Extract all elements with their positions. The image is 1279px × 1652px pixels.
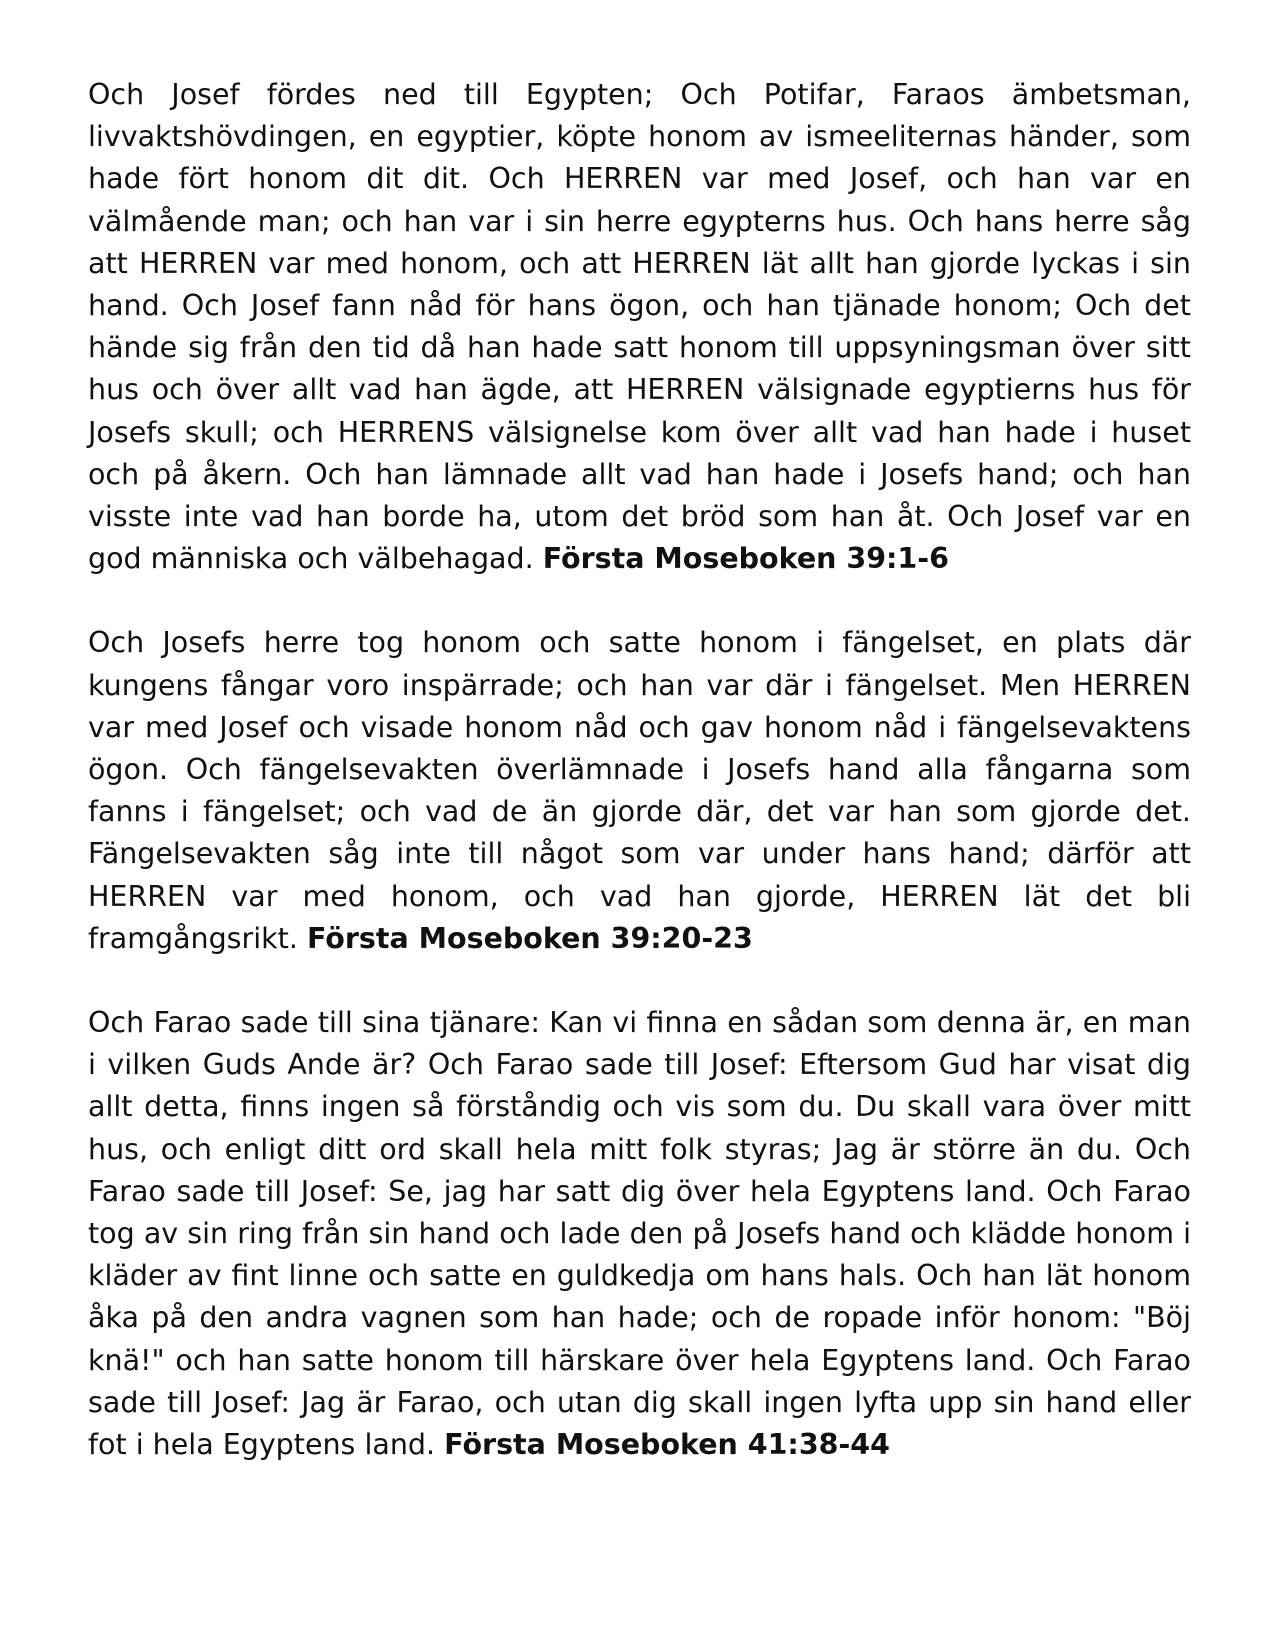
passage-2 bbox=[88, 622, 1191, 960]
passage-text: Och Farao sade till sina tjänare: Kan vi finna en sådan som denna är, en man i vilken Guds Ande är? Och Farao sade till Josef: Eftersom Gud har visat dig allt detta, finns ingen så förståndig och vis som du. Du skall vara över mitt hus, och enligt ditt ord skall hela mitt folk styras; Jag är större än du. Och Farao sade till Josef: Se, jag har satt dig över hela Egyptens land. Och Farao tog av sin ring från sin hand och lade den på Josefs hand och klädde honom i kläder av fint linne och satte en guldkedja om hans hals. Och han lät honom åka på den andra vagnen som han hade; och de ropade inför honom: "Böj knä!" och han satte honom till härskare över hela Egyptens land. Och Farao sade till Josef: Jag är Farao, och utan dig skall ingen lyfta upp sin hand eller fot i hela Egyptens land. bbox=[88, 1006, 1191, 1462]
passage-3 bbox=[88, 1002, 1191, 1466]
scripture-reference: Första Moseboken 39:20-23 bbox=[306, 921, 753, 955]
passage-text: Och Josef fördes ned till Egypten; Och Potifar, Faraos ämbetsman, livvaktshövdingen, en egyptier, köpte honom av ismeeliternas händer, som hade fört honom dit dit. Och HERREN var med Josef, och han var en välmående man; och han var i sin herre egypterns hus. Och hans herre såg att HERREN var med honom, och att HERREN lät allt han gjorde lyckas i sin hand. Och Josef fann nåd för hans ögon, och han tjänade honom; Och det hände sig från den tid då han hade satt honom till uppsyningsman över sitt hus och över allt vad han ägde, att HERREN välsignade egyptierns hus för Josefs skull; och HERRENS välsignelse kom över allt vad han hade i huset och på åkern. Och han lämnade allt vad han hade i Josefs hand; och han visste inte vad han borde ha, utom det bröd som han åt. Och Josef var en god människa och välbehagad. bbox=[88, 78, 1191, 576]
passage-1 bbox=[88, 74, 1191, 580]
scripture-reference: Första Moseboken 39:1-6 bbox=[542, 542, 949, 576]
scripture-reference: Första Moseboken 41:38-44 bbox=[444, 1428, 890, 1462]
passage-text: Och Josefs herre tog honom och satte honom i fängelset, en plats där kungens fångar voro inspärrade; och han var där i fängelset. Men HERREN var med Josef och visade honom nåd och gav honom nåd i fängelsevaktens ögon. Och fängelsevakten överlämnade i Josefs hand alla fångarna som fanns i fängelset; och vad de än gjorde där, det var han som gjorde det. Fängelsevakten såg inte till något som var under hans hand; därför att HERREN var med honom, och vad han gjorde, HERREN lät det bli framgångsrikt. bbox=[88, 626, 1191, 955]
